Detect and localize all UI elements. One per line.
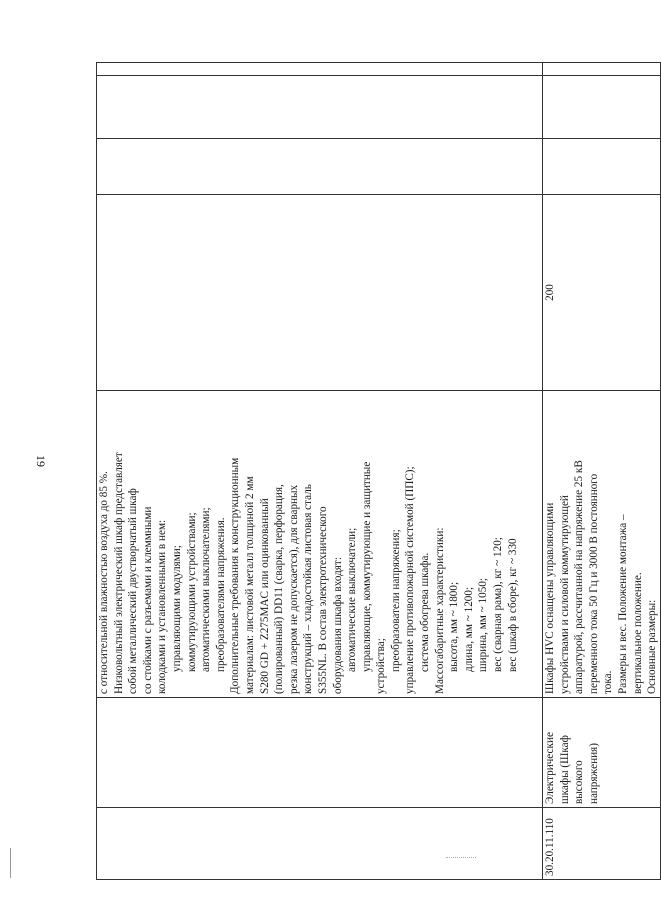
description-line: аппаратурой, рассчитанной на напряжение 25 кВ [573,460,586,694]
description-line: S355NL. В состав электротехнического [316,506,329,694]
value-cell-1: 200 [543,195,661,391]
value-cell-3 [97,76,543,139]
description-line: Размеры и вес. Положение монтажа – [616,514,629,694]
description-line: управляющими модулями; [170,545,183,672]
description-line: автоматическими выключателями; [200,507,213,672]
row-name-cell [97,698,543,808]
description-line: автоматические выключатели; [346,527,359,672]
table-row [97,63,543,880]
row-code-cell [97,808,543,880]
description-line: вес (сварная рама), кг ~ 120; [492,537,505,672]
value-cell-4 [97,63,543,76]
description-line: оборудования шкафа входят: [331,557,344,694]
description-line: с относительной влажностью воздуха до 85 %. [98,471,110,694]
value-cell-2 [543,139,661,195]
table-row [543,63,661,880]
rotated-table-page [96,63,659,880]
description-line: управление противопожарной системой (ППС); [404,466,417,694]
scan-artifact [446,857,476,859]
description-line: (полированный) DD11 (сварка, перфорация, [273,484,286,694]
description-line: вес (шкаф в сборе), кг ~ 330 [506,538,519,672]
row-description-cell [97,391,543,698]
description-line: S280 GD + Z275MAC или оцинкованный [258,498,271,694]
description-line: управляющие, коммутирующие и защитные [360,461,373,672]
description-line: Массогабаритные характеристики: [433,527,446,694]
description-line: собой металлический двустворчатый шкаф [127,488,140,694]
description-line: преобразователи напряжения; [389,529,402,672]
value-cell-1 [97,195,543,391]
description-line: Низковольтный электрический шкаф представляет [112,452,125,694]
description-line: материалам: листовой металл толщиной 2 мм [243,476,256,694]
description-line: колодками и установленными в нем: [156,519,169,694]
row-name-cell: Электрические шкафы (Шкаф высокого напряжения) [543,698,661,808]
description-line: конструкций – хладостойкая листовая сталь [302,484,315,694]
description-line: система обогрева шкафа. [419,552,432,672]
description-line: ширина, мм ~ 1050; [477,577,490,672]
specification-table [96,62,661,880]
description-line: длина, мм ~ 1200; [462,586,475,672]
description-line: коммутирующими устройствами; [185,512,198,672]
description-line: переменного тока 50 Гц и 3000 В постоянного [587,473,600,694]
description-line: Дополнительные требования к конструкционным [229,457,242,694]
description-line: преобразователями напряжения. [214,517,227,672]
description-line: устройства; [375,638,388,694]
value-cell-2 [97,139,543,195]
value-cell-4 [543,63,661,76]
description-line: устройствами и силовой коммутирующей [558,495,571,694]
row-description-cell [543,391,661,698]
description-line: тока. [602,670,615,694]
description-line: со стойками с разъемами и клеммными [141,506,154,694]
description-line: высота, мм ~ 1800; [448,581,461,672]
page-number: 19 [34,455,48,467]
description-line: резка лазером не допускается), для сварных [287,484,300,694]
value-cell-3 [543,76,661,139]
description-line: Основные размеры: [646,599,659,694]
description-line: вертикальное положение. [631,572,644,694]
scan-artifact [10,848,11,878]
row-code-cell: 30.20.11.110 [543,808,661,880]
description-line: Шкафы HVC оснащены управляющими [544,502,556,694]
